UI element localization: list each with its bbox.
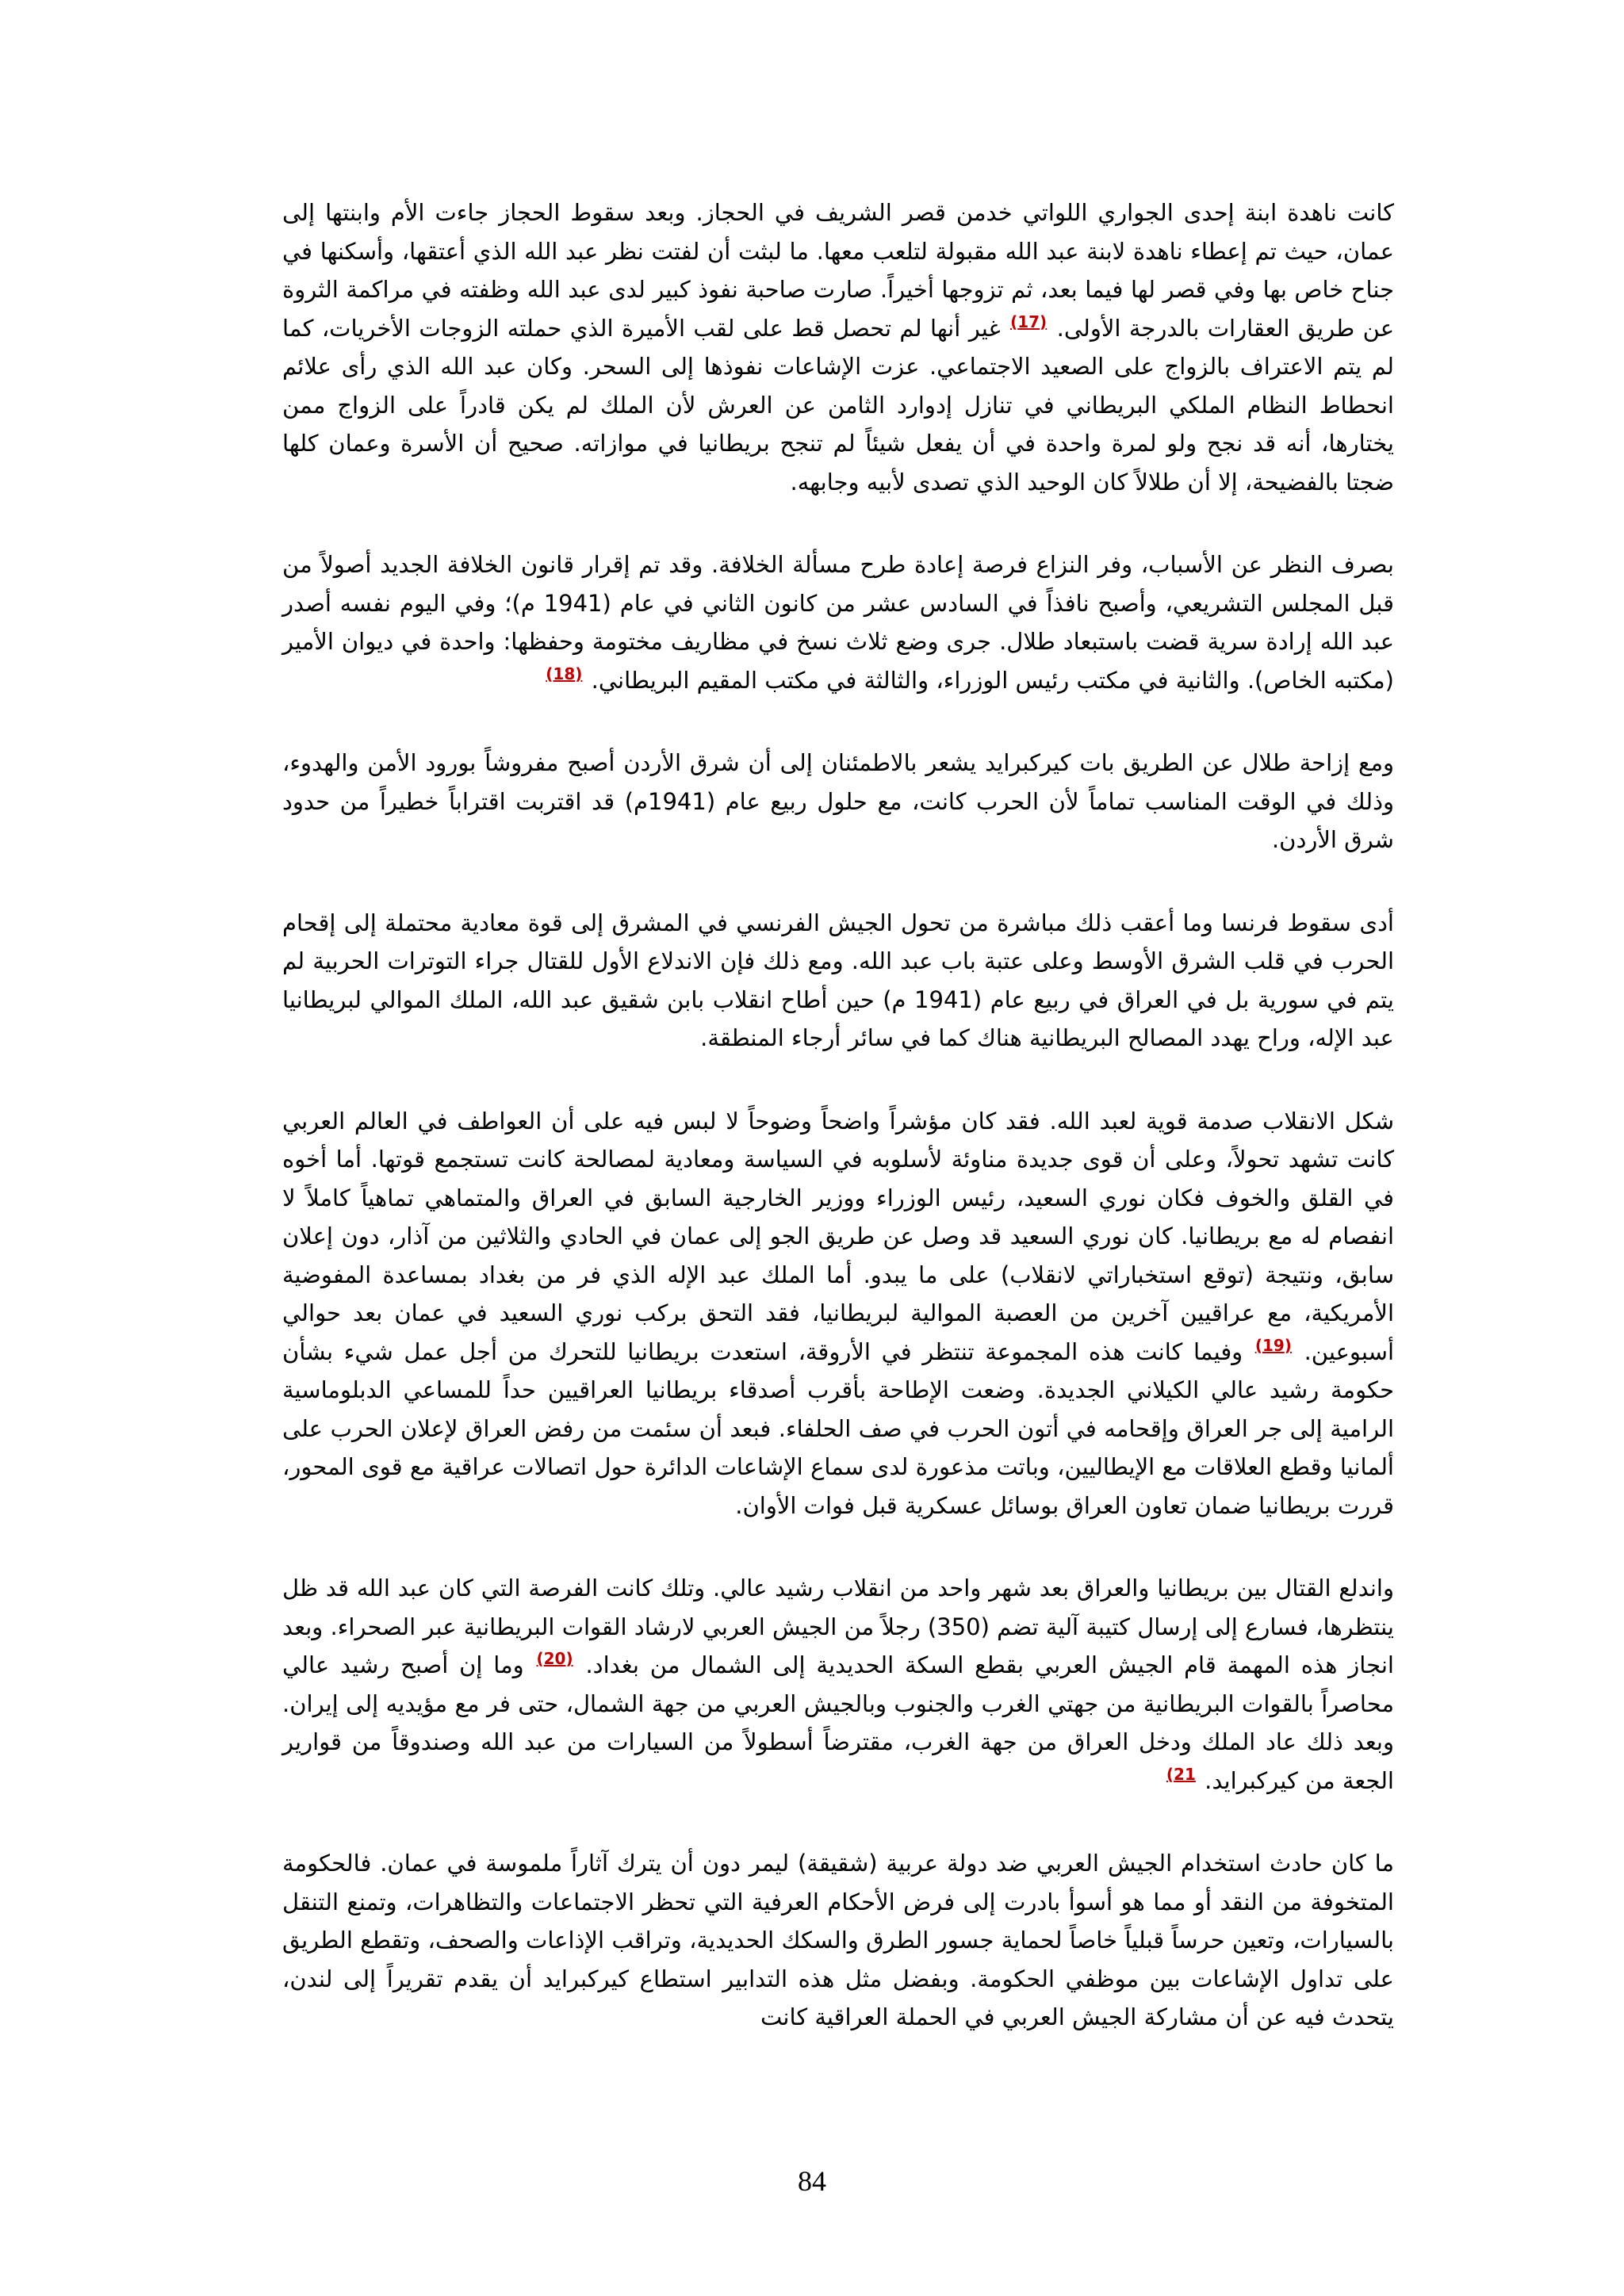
paragraph-text: ما كان حادث استخدام الجيش العربي ضد دولة عربية (شقيقة) ليمر دون أن يترك آثاراً ملموسة في عمان. فالحكومة المتخوفة من النقد أو مما هو أسوأ بادرت إلى فرض الأحكام العرفية التي تحظر الاجتماعات والتظاهرات، وتمنع التنقل بالسيارات، وتعين حرساً قبلياً خاصاً لحماية جسور الطرق والسكك الحديدية، وتراقب الإذاعات والصحف، وتقطع الطريق على تداول الإشاعات بين موظفي الحكومة. وبفضل مثل هذه التدابير استطاع كيركبرايد أن يقدم تقريراً إلى لندن، يتحدث فيه عن أن مشاركة الجيش العربي في الحملة العراقية كانت	[282, 1850, 1394, 2030]
paragraph-7	[282, 1844, 1394, 2037]
paragraph-4	[282, 904, 1394, 1058]
paragraph-2	[282, 545, 1394, 699]
paragraph-6	[282, 1569, 1394, 1800]
paragraph-text: ومع إزاحة طلال عن الطريق بات كيركبرايد يشعر بالاطمئنان إلى أن شرق الأردن أصبح مفروشاً بورود الأمن والهدوء، وذلك في الوقت المناسب تماماً لأن الحرب كانت، مع حلول ربيع عام (1941م) قد اقتربت اقتراباً خطيراً من حدود شرق الأردن.	[282, 749, 1394, 853]
paragraph-text: غير أنها لم تحصل قط على لقب الأميرة الذي حملته الزوجات الأخريات، كما لم يتم الاعتراف بالزواج على الصعيد الاجتماعي. عزت الإشاعات نفوذها إلى السحر. وكان عبد الله الذي رأى علائم انحطاط النظام الملكي البريطاني في تنازل إدوارد الثامن عن العرش لأن الملك لم يكن قادراً على الزواج ممن يختارها، أنه قد نجح ولو لمرة واحدة في أن يفعل شيئاً لم تنجح بريطانيا في موازاته. صحيح أن الأسرة وعمان كلها ضجتا بالفضيحة، إلا أن طلالاً كان الوحيد الذي تصدى لأبيه وجابهه.	[282, 314, 1394, 496]
paragraph-text: أدى سقوط فرنسا وما أعقب ذلك مباشرة من تحول الجيش الفرنسي في المشرق إلى قوة معادية محتملة إلى إقحام الحرب في قلب الشرق الأوسط وعلى عتبة باب عبد الله. ومع ذلك فإن الاندلاع الأول للقتال جراء التوترات الحربية لم يتم في سورية بل في العراق في ربيع عام (1941 م) حين أطاح انقلاب بابن شقيق عبد الله، الملك الموالي لبريطانيا عبد الإله، وراح يهدد المصالح البريطانية هناك كما في سائر أرجاء المنطقة.	[282, 909, 1394, 1051]
paragraph-5	[282, 1102, 1394, 1525]
paragraph-1	[282, 193, 1394, 501]
footnote-ref-18[interactable]: (18)	[546, 664, 583, 683]
paragraph-text: وفيما كانت هذه المجموعة تنتظر في الأروقة، استعدت بريطانيا للتحرك من أجل عمل شيء بشأن حكومة رشيد عالي الكيلاني الجديدة. وضعت الإطاحة بأقرب أصدقاء بريطانيا العراقيين حداً للمساعي الدبلوماسية الرامية إلى جر العراق وإقحامه في أتون الحرب في صف الحلفاء. فبعد أن سئمت من رفض العراق لإعلان الحرب على ألمانيا وقطع العلاقات مع الإيطاليين، وباتت مذعورة لدى سماع الإشاعات الدائرة حول اتصالات عراقية مع قوى المحور، قررت بريطانيا ضمان تعاون العراق بوسائل عسكرية قبل فوات الأوان.	[282, 1337, 1394, 1519]
footnote-ref-20[interactable]: (20)	[536, 1649, 573, 1669]
paragraph-text: واندلع القتال بين بريطانيا والعراق بعد شهر واحد من انقلاب رشيد عالي. وتلك كانت الفرصة التي كان عبد الله قد ظل ينتظرها، فسارع إلى إرسال كتيبة آلية تضم (350) رجلاً من الجيش العربي لارشاد القوات البريطانية عبر الصحراء. وبعد انجاز هذه المهمة قام الجيش العربي بقطع السكة الحديدية إلى الشمال من بغداد.	[282, 1575, 1394, 1678]
body-text	[282, 193, 1394, 2081]
paragraph-text: بصرف النظر عن الأسباب، وفر النزاع فرصة إعادة طرح مسألة الخلافة. وقد تم إقرار قانون الخلافة الجديد أصولاً من قبل المجلس التشريعي، وأصبح نافذاً في السادس عشر من كانون الثاني في عام (1941 م)؛ وفي اليوم نفسه أصدر عبد الله إرادة سرية قضت باستبعاد طلال. جرى وضع ثلاث نسخ في مظاريف مختومة وحفظها: واحدة في ديوان الأمير (مكتبه الخاص). والثانية في مكتب رئيس الوزراء، والثالثة في مكتب المقيم البريطاني.	[282, 551, 1394, 694]
page-number: 84	[798, 2165, 826, 2197]
paragraph-3	[282, 744, 1394, 859]
footnote-ref-17[interactable]: (17)	[1010, 312, 1048, 331]
paragraph-text: شكل الانقلاب صدمة قوية لعبد الله. فقد كان مؤشراً واضحاً وضوحاً لا لبس فيه على أن العواطف في العالم العربي كانت تشهد تحولاً، وعلى أن قوى جديدة مناوئة لأسلوبه في السياسة ومعادية لمصالحة كانت تستجمع قوتها. أما أخوه في القلق والخوف فكان نوري السعيد، رئيس الوزراء ووزير الخارجية السابق في العراق والمتماهي تماهياً كاملاً لا انفصام له مع بريطانيا. كان نوري السعيد قد وصل عن طريق الجو إلى عمان في الحادي والثلاثين من آذار، دون إعلان سابق، ونتيجة (توقع استخباراتي لانقلاب) على ما يبدو. أما الملك عبد الإله الذي فر من بغداد بمساعدة المفوضية الأمريكية، مع عراقيين آخرين من العصبة الموالية لبريطانيا، فقد التحق بركب نوري السعيد في عمان بعد حوالي أسبوعين.	[282, 1107, 1394, 1365]
footnote-ref-19[interactable]: (19)	[1254, 1335, 1292, 1355]
paragraph-text: كانت ناهدة ابنة إحدى الجواري اللواتي خدمن قصر الشريف في الحجاز. وبعد سقوط الحجاز جاءت الأم وابنتها إلى عمان، حيث تم إعطاء ناهدة لابنة عبد الله مقبولة لتلعب معها. ما لبثت أن لفتت نظر عبد الله الذي أعتقها، وأسكنها في جناح خاص بها وفي قصر لها فيما بعد، ثم تزوجها أخيراً. صارت صاحبة نفوذ كبير لدى عبد الله وظفته في مراكمة الثروة عن طريق العقارات بالدرجة الأولى.	[282, 199, 1395, 342]
paragraph-text: وما إن أصبح رشيد عالي محاصراً بالقوات البريطانية من جهتي الغرب والجنوب وبالجيش العربي من جهة الشمال، حتى فر مع مؤيديه إلى إيران. وبعد ذلك عاد الملك ودخل العراق من جهة الغرب، مقترضاً أسطولاً من السيارات من عبد الله وصندوقاً من قوارير الجعة من كيركبرايد.	[282, 1651, 1394, 1794]
footnote-ref-21[interactable]: 21)	[1166, 1764, 1196, 1784]
